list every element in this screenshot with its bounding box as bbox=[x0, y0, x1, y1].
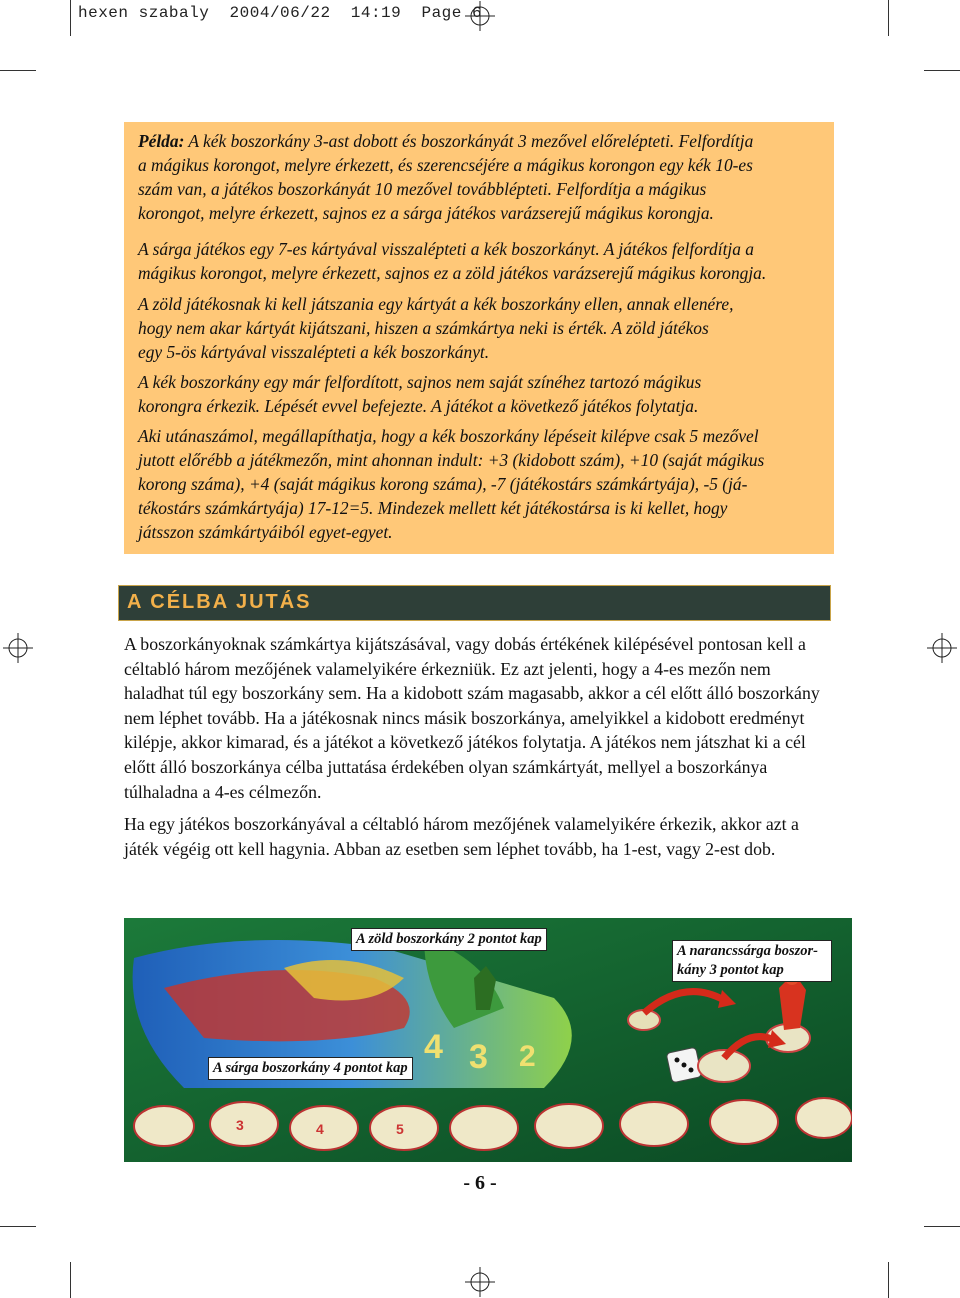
crop-mark bbox=[888, 0, 889, 36]
example-line: A sárga játékos egy 7-es kártyával visszalépteti a kék boszorkányt. A játékos felfordítja a bbox=[138, 239, 754, 259]
example-line: korongra érkezik. Lépését evvel befejezte. A játékot a következő játékos folytatja. bbox=[138, 396, 699, 416]
callout-yellow-witch: A sárga boszorkány 4 pontot kap bbox=[208, 1057, 413, 1080]
registration-mark-icon bbox=[927, 633, 957, 663]
example-box bbox=[124, 122, 834, 554]
disc-number: 3 bbox=[236, 1117, 244, 1133]
page-number: - 6 - bbox=[463, 1172, 497, 1194]
example-label: Példa: bbox=[138, 131, 185, 151]
disc-number: 5 bbox=[396, 1121, 404, 1137]
registration-mark-icon bbox=[3, 633, 33, 663]
board-number: 2 bbox=[519, 1040, 536, 1073]
example-line: A zöld játékosnak ki kell játszania egy kártyát a kék boszorkány ellen, annak ellenére, bbox=[138, 294, 734, 314]
callout-green-witch: A zöld boszorkány 2 pontot kap bbox=[351, 928, 547, 951]
example-line: jutott előrébb a játékmezőn, mint ahonnan indult: +3 (kidobott szám), +10 (saját mágikus bbox=[138, 450, 765, 470]
example-line: szám van, a játékos boszorkányát 10 mezővel továbblépteti. Felfordítja a mágikus bbox=[138, 179, 707, 199]
example-line: egy 5-ös kártyával visszalépteti a kék boszorkányt. bbox=[138, 342, 490, 362]
slug-date: 2004/06/22 bbox=[229, 4, 331, 22]
example-line: játsszon számkártyáiból egyet-egyet. bbox=[138, 522, 393, 542]
disc-number: 4 bbox=[316, 1121, 324, 1137]
slug-filename: hexen szabaly bbox=[78, 4, 210, 22]
game-board-photo bbox=[124, 918, 852, 1162]
crop-mark bbox=[0, 1226, 36, 1227]
registration-mark-icon bbox=[465, 1267, 495, 1297]
example-line: korongot, melyre érkezett, sajnos ez a sárga játékos varázserejű mágikus korongja. bbox=[138, 203, 714, 223]
callout-orange-witch: A narancssárga boszor- kány 3 pontot kap bbox=[672, 940, 832, 982]
section-heading-bar bbox=[118, 585, 831, 621]
example-line: tékostárs számkártyája) 17-12=5. Mindezek mellett két játékostársa is ki kellet, hogy bbox=[138, 498, 728, 518]
slug-page: Page 6 bbox=[421, 4, 483, 22]
body-text bbox=[124, 632, 834, 869]
example-line: korong száma), +4 (saját mágikus korong száma), -7 (játékostárs számkártyája), -5 (já- bbox=[138, 474, 748, 494]
body-paragraph: Ha egy játékos boszorkányával a céltabló három mezőjének valamelyikére érkezik, akkor azt a játék végéig ott kell hagynia. Abban az esetben sem léphet tovább, ha 1-est, vagy 2-est dob. bbox=[124, 814, 799, 859]
example-line: hogy nem akar kártyát kijátszani, hiszen a számkártya neki is érték. A zöld játékos bbox=[138, 318, 709, 338]
example-line: Aki utánaszámol, megállapíthatja, hogy a kék boszorkány lépéseit kilépve csak 5 mezővel bbox=[138, 426, 759, 446]
example-line: Példa: A kék boszorkány 3-ast dobott és boszorkányát 3 mezővel előrelépteti. Felfordítja bbox=[138, 131, 754, 151]
board-number: 3 bbox=[469, 1038, 488, 1076]
section-heading: A CÉLBA JUTÁS bbox=[127, 591, 312, 613]
crop-mark bbox=[70, 1262, 71, 1298]
registration-mark-icon bbox=[465, 1, 495, 31]
print-slug bbox=[78, 4, 482, 22]
example-line: mágikus korongot, melyre érkezett, sajnos ez a zöld játékos varázserejű mágikus korongja. bbox=[138, 263, 767, 283]
example-line: a mágikus korongot, melyre érkezett, és szerencséjére a mágikus korongon egy kék 10-es bbox=[138, 155, 753, 175]
crop-mark bbox=[70, 0, 71, 36]
body-paragraph: A boszorkányoknak számkártya kijátszásával, vagy dobás értékének kilépésével pontosan kell a céltabló három mezőjének valamelyikére érkezniük. Ez azt jelenti, hogy a 4-es mezőn nem haladhat túl egy boszorkány sem. Ha a kidobott szám magasabb, akkor a cél előtt álló boszorkány nem léphet tovább. Ha a játékosnak nincs másik boszorkánya, amelyikkel a kidobott eredményt kilépje, akkor kimarad, és a játékot a következő játékos folytatja. A játékos nem játszhat ki a cél előtt álló boszorkánya célba juttatása érdekében olyan számkártyát, mellyel a boszorkánya túlhaladna a 4-es célmezőn. bbox=[124, 634, 820, 802]
example-line: A kék boszorkány egy már felfordított, sajnos nem saját színéhez tartozó mágikus bbox=[138, 372, 702, 392]
crop-mark bbox=[0, 70, 36, 71]
slug-time: 14:19 bbox=[350, 4, 402, 22]
crop-mark bbox=[888, 1262, 889, 1298]
board-number: 4 bbox=[424, 1028, 443, 1066]
crop-mark bbox=[924, 70, 960, 71]
crop-mark bbox=[924, 1226, 960, 1227]
